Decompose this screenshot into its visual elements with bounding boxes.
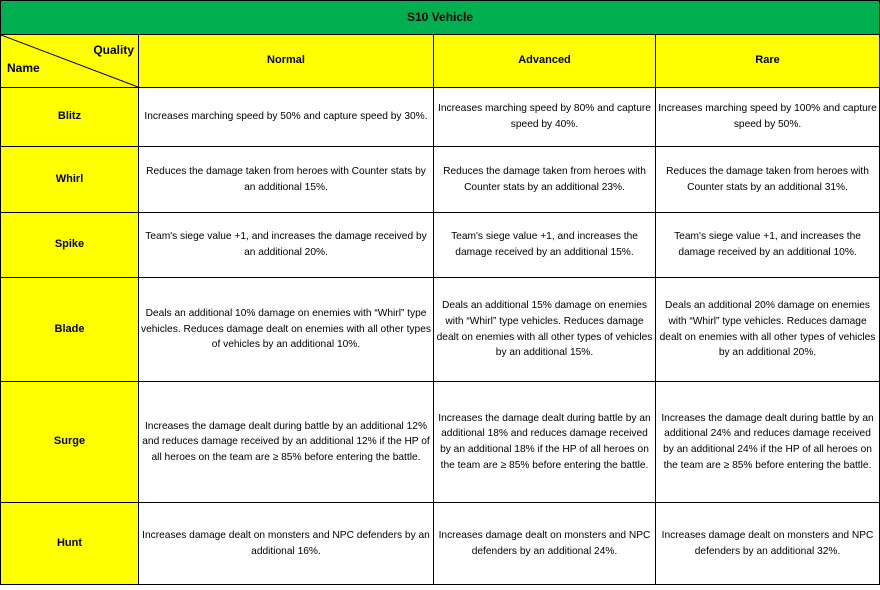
table-row xyxy=(1,88,880,147)
normal-description: Deals an additional 10% damage on enemies with “Whirl” type vehicles. Reduces damage dealt on enemies with all other types of vehicles by an additional 10%. xyxy=(139,278,434,382)
title-row xyxy=(1,1,880,35)
rare-description: Team's siege value +1, and increases the damage received by an additional 10%. xyxy=(656,213,880,278)
normal-description: Increases marching speed by 50% and capture speed by 30%. xyxy=(139,88,434,147)
advanced-description: Reduces the damage taken from heroes with Counter stats by an additional 23%. xyxy=(434,147,656,213)
normal-description: Increases damage dealt on monsters and NPC defenders by an additional 16%. xyxy=(139,503,434,585)
rare-description: Deals an additional 20% damage on enemies with “Whirl” type vehicles. Reduces damage dealt on enemies with all other types of vehicles by an additional 20%. xyxy=(656,278,880,382)
table-row xyxy=(1,147,880,213)
vehicle-name-cell: Blitz xyxy=(1,88,139,147)
advanced-description: Team's siege value +1, and increases the damage received by an additional 15%. xyxy=(434,213,656,278)
table-title: S10 Vehicle xyxy=(1,1,880,35)
advanced-description: Increases the damage dealt during battle by an additional 18% and reduces damage received by an additional 18% if the HP of all heroes on the team are ≥ 85% before entering the battle. xyxy=(434,382,656,503)
table-row xyxy=(1,278,880,382)
vehicle-name-cell: Blade xyxy=(1,278,139,382)
vehicle-name-cell: Hunt xyxy=(1,503,139,585)
table-row xyxy=(1,503,880,585)
header-row xyxy=(1,35,880,88)
advanced-description: Deals an additional 15% damage on enemies with “Whirl” type vehicles. Reduces damage dealt on enemies with all other types of vehicles by an additional 15%. xyxy=(434,278,656,382)
table-row xyxy=(1,382,880,503)
table-row xyxy=(1,213,880,278)
normal-description: Increases the damage dealt during battle by an additional 12% and reduces damage received by an additional 12% if the HP of all heroes on the team are ≥ 85% before entering the battle. xyxy=(139,382,434,503)
advanced-description: Increases damage dealt on monsters and NPC defenders by an additional 24%. xyxy=(434,503,656,585)
column-header-normal: Normal xyxy=(139,35,434,88)
normal-description: Team's siege value +1, and increases the damage received by an additional 20%. xyxy=(139,213,434,278)
vehicle-name-cell: Whirl xyxy=(1,147,139,213)
rare-description: Increases the damage dealt during battle by an additional 24% and reduces damage received by an additional 24% if the HP of all heroes on the team are ≥ 85% before entering the battle. xyxy=(656,382,880,503)
vehicle-name-cell: Surge xyxy=(1,382,139,503)
vehicle-name-cell: Spike xyxy=(1,213,139,278)
rare-description: Reduces the damage taken from heroes with Counter stats by an additional 31%. xyxy=(656,147,880,213)
column-header-rare: Rare xyxy=(656,35,880,88)
rare-description: Increases marching speed by 100% and capture speed by 50%. xyxy=(656,88,880,147)
name-label: Name xyxy=(7,61,40,76)
quality-label: Quality xyxy=(93,43,134,57)
column-header-advanced: Advanced xyxy=(434,35,656,88)
rare-description: Increases damage dealt on monsters and NPC defenders by an additional 32%. xyxy=(656,503,880,585)
advanced-description: Increases marching speed by 80% and capture speed by 40%. xyxy=(434,88,656,147)
normal-description: Reduces the damage taken from heroes with Counter stats by an additional 15%. xyxy=(139,147,434,213)
corner-header-cell xyxy=(1,35,139,88)
